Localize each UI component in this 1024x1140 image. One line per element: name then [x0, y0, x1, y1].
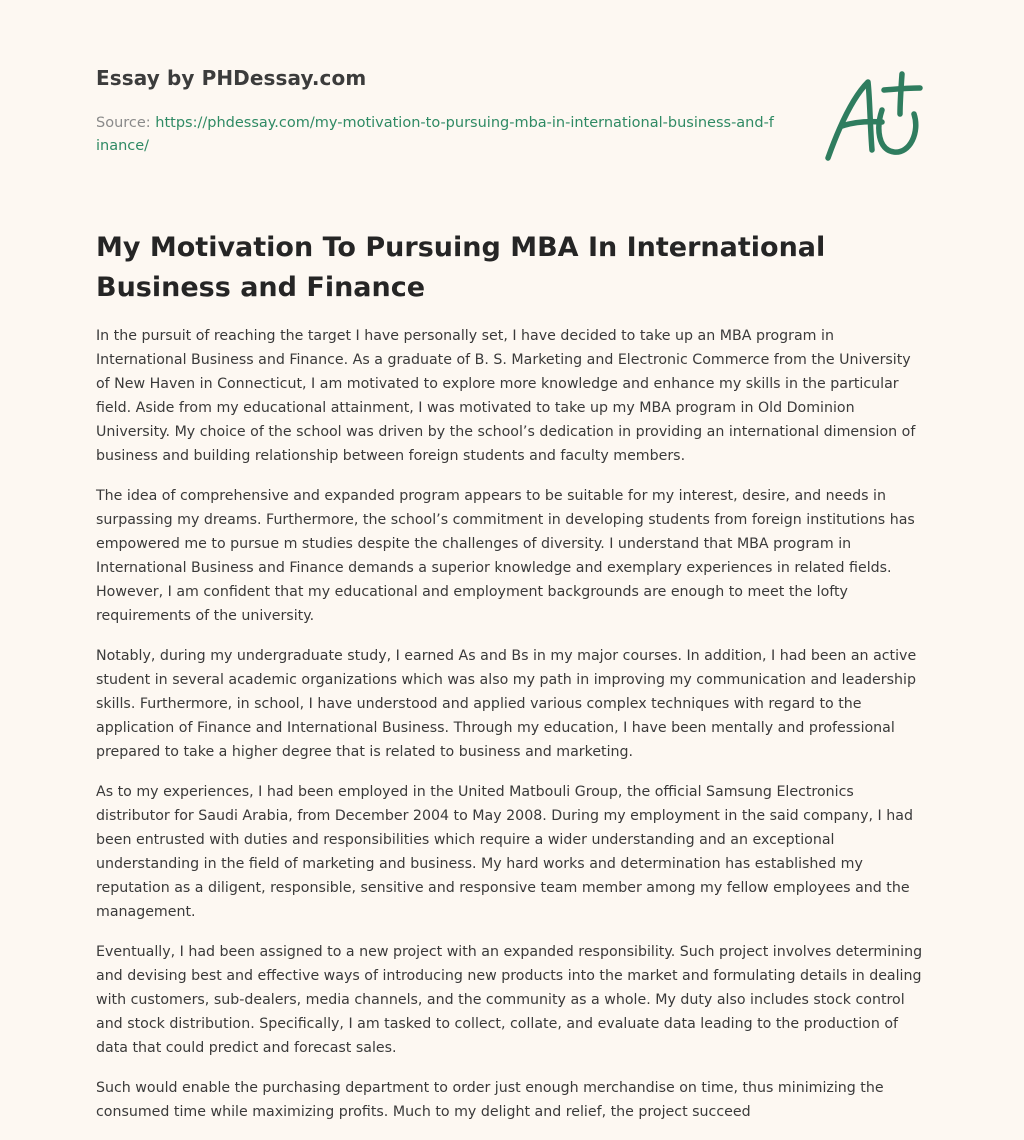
source-link[interactable]: https://phdessay.com/my-motivation-to-pursuing-mba-in-international-business-and-finance/ [96, 115, 774, 154]
essay-paragraph: As to my experiences, I had been employed in the United Matbouli Group, the official Samsung Electronics distributor for Saudi Arabia, from December 2004 to May 2008. During my employment in the said company, I had been entrusted with duties and responsibilities which require a wider understanding and an exceptional understanding in the field of marketing and business. My hard works and determination has established my reputation as a diligent, responsible, sensitive and responsive team member among my fellow employees and the management. [96, 784, 913, 920]
essay-title: My Motivation To Pursuing MBA In International Business and Finance [96, 232, 826, 303]
source-label: Source: [96, 115, 156, 131]
essay-paragraph: In the pursuit of reaching the target I have personally set, I have decided to take up an MBA program in International Business and Finance. As a graduate of B. S. Marketing and Electronic Commerce from the University of New Haven in Connecticut, I am motivated to explore more knowledge and enhance my skills in the particular field. Aside from my educational attainment, I was motivated to take up my MBA program in Old Dominion University. My choice of the school was driven by the school’s dedication in providing an international dimension of business and building relationship between foreign students and faculty members. [96, 328, 916, 464]
essay-paragraph: Such would enable the purchasing department to order just enough merchandise on time, thus minimizing the consumed time while maximizing profits. Much to my delight and relief, the project succeed [96, 1080, 884, 1120]
site-title: Essay by PHDessay.com [96, 66, 367, 90]
source-line [96, 112, 776, 158]
a-plus-logo-icon [824, 70, 924, 164]
essay-body [96, 324, 926, 1140]
essay-paragraph: The idea of comprehensive and expanded program appears to be suitable for my interest, desire, and needs in surpassing my dreams. Furthermore, the school’s commitment in developing students from foreign institutions has empowered me to pursue m studies despite the challenges of diversity. I understand that MBA program in International Business and Finance demands a superior knowledge and exemplary experiences in related fields. However, I am confident that my educational and employment backgrounds are enough to meet the lofty requirements of the university. [96, 488, 915, 624]
essay-paragraph: Notably, during my undergraduate study, I earned As and Bs in my major courses. In addition, I had been an active student in several academic organizations which was also my path in improving my communication and leadership skills. Furthermore, in school, I have understood and applied various complex techniques with regard to the application of Finance and International Business. Through my education, I have been mentally and professional prepared to take a higher degree that is related to business and marketing. [96, 648, 917, 760]
essay-paragraph: Eventually, I had been assigned to a new project with an expanded responsibility. Such project involves determining and devising best and effective ways of introducing new products into the market and formulating details in dealing with customers, sub-dealers, media channels, and the community as a whole. My duty also includes stock control and stock distribution. Specifically, I am tasked to collect, collate, and evaluate data leading to the production of data that could predict and forecast sales. [96, 944, 923, 1056]
